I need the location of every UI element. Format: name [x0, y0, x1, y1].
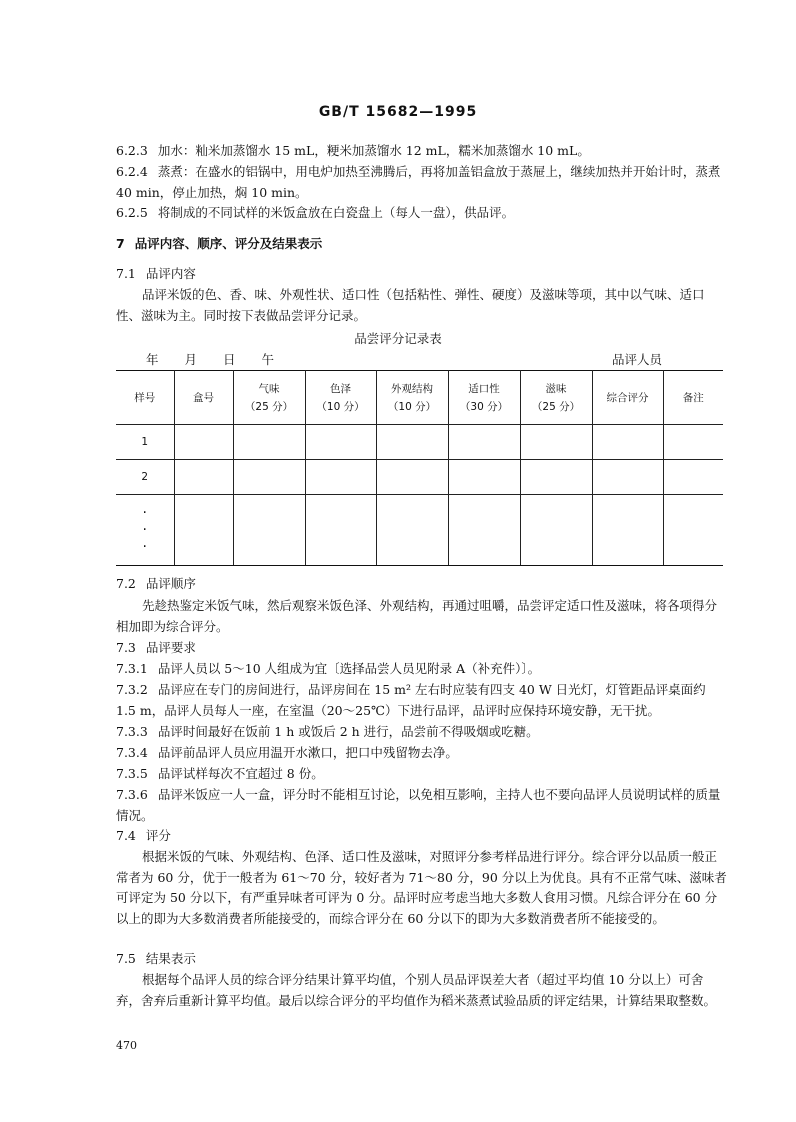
paragraph-7-1: 品评米饭的色、香、味、外观性状、适口性（包括粘性、弹性、硬度）及滋味等项，其中以气味、适口性、滋味为主。同时按下表做品尝评分记录。 [116, 287, 705, 323]
header-cell: 样号 [116, 371, 174, 425]
evaluator-label: 品评人员 [612, 352, 663, 367]
date-noon: 午 [261, 352, 275, 367]
date-day: 日 [223, 352, 236, 367]
clause-text: 品评前品评人员应用温开水漱口，把口中残留物去净。 [157, 745, 458, 760]
clause-number: 7.3 [116, 640, 136, 655]
page-number: 470 [116, 1039, 137, 1052]
date-year: 年 [146, 352, 159, 367]
clause-7-3-3 [116, 722, 728, 743]
clause-number: 7.2 [116, 576, 136, 591]
clause-7-2-heading [116, 574, 728, 595]
section-7-title [116, 234, 728, 255]
sample-number: 1 [116, 425, 174, 460]
clause-7-5-heading [116, 949, 728, 970]
clause-number: 7.3.6 [116, 787, 148, 802]
clause-text: 蒸煮：在盛水的铝锅中，用电炉加热至沸腾后，再将加盖铝盒放于蒸屉上，继续加热并开始计时，蒸煮 40 min，停止加热，焖 10 min。 [116, 164, 721, 200]
clause-text: 品评内容 [145, 266, 196, 281]
clause-7-3-4 [116, 743, 728, 764]
header-cell: 综合评分 [592, 371, 663, 425]
clause-number: 6.2.4 [116, 164, 148, 179]
clause-number: 7.3.3 [116, 724, 148, 739]
clause-text: 加水：籼米加蒸馏水 15 mL，粳米加蒸馏水 12 mL，糯米加蒸馏水 10 mL。 [157, 143, 590, 158]
clause-7-3-6 [116, 785, 728, 826]
paragraph-7-4: 根据米饭的气味、外观结构、色泽、适口性及滋味，对照评分参考样品进行评分。综合评分以品质一般正常者为 60 分，优于一般者为 61～70 分，较好者为 71～80 分，90 分以上为优良。具有不正常气味、滋味者可评定为 50 分以下，有严重异味者可评为 0 分。品评时应考虑当地大多数人食用习惯。凡综合评分在 60 分以上的即为大多数消费者所能接受的，而综合评分在 60 分以下的即为大多数消费者所不能接受的。 [116, 849, 727, 926]
header-cell: 色泽 （10 分） [305, 371, 376, 425]
clause-text: 品评应在专门的房间进行，品评房间在 15 m² 左右时应装有四支 40 W 日光灯，灯管距品评桌面约 1.5 m，品评人员每人一座，在室温（20～25℃）下进行品评，品评时应保持环境安静，无干扰。 [116, 682, 706, 718]
continuation-dots: · · · [116, 495, 174, 566]
date-month: 月 [184, 352, 198, 367]
clause-number: 7.5 [116, 951, 136, 966]
clause-6-2-3 [116, 141, 728, 162]
date-line [146, 350, 296, 368]
clause-number: 6.2.5 [116, 205, 148, 220]
sample-number: 2 [116, 460, 174, 495]
clause-text: 将制成的不同试样的米饭盒放在白瓷盘上（每人一盘），供品评。 [157, 205, 515, 220]
section-text: 品评内容、顺序、评分及结果表示 [134, 236, 323, 251]
tasting-record-table [116, 370, 723, 566]
clause-6-2-5 [116, 203, 728, 224]
clause-text: 结果表示 [145, 951, 196, 966]
clause-text: 品评时间最好在饭前 1 h 或饭后 2 h 进行，品尝前不得吸烟或吃糖。 [157, 724, 539, 739]
clause-number: 7.1 [116, 266, 136, 281]
clause-text: 评分 [145, 828, 171, 843]
header-cell: 备注 [663, 371, 723, 425]
section-number: 7 [116, 236, 125, 251]
table-row-continuation [116, 495, 723, 566]
clause-7-3-5 [116, 764, 728, 785]
header-cell: 气味 （25 分） [233, 371, 305, 425]
clause-number: 7.3.2 [116, 682, 148, 697]
clause-number: 7.3.5 [116, 766, 148, 781]
clause-7-1-heading [116, 264, 728, 285]
paragraph-7-5: 根据每个品评人员的综合评分结果计算平均值，个别人员品评误差大者（超过平均值 10 分以上）可舍弃，舍弃后重新计算平均值。最后以综合评分的平均值作为稻米蒸煮试验品质的评定结果，计算结果取整数。 [116, 972, 717, 1008]
clause-number: 6.2.3 [116, 143, 148, 158]
clause-7-3-2 [116, 680, 728, 721]
clause-number: 7.3.4 [116, 745, 148, 760]
clause-text: 品评人员以 5～10 人组成为宜〔选择品尝人员见附录 A（补充件）〕。 [157, 661, 541, 676]
table-row [116, 460, 723, 495]
clause-text: 品评米饭应一人一盒，评分时不能相互讨论，以免相互影响，主持人也不要向品评人员说明试样的质量情况。 [116, 787, 721, 823]
clause-text: 品评要求 [145, 640, 196, 655]
clause-text: 品评顺序 [145, 576, 196, 591]
header-cell: 外观结构 （10 分） [376, 371, 448, 425]
table-header-row [116, 371, 723, 425]
header-cell: 滋味 （25 分） [520, 371, 592, 425]
clause-number: 7.4 [116, 828, 136, 843]
standard-header: GB/T 15682—1995 [318, 104, 478, 120]
header-cell: 适口性 （30 分） [448, 371, 520, 425]
clause-number: 7.3.1 [116, 661, 148, 676]
paragraph-7-2: 先趁热鉴定米饭气味，然后观察米饭色泽、外观结构，再通过咀嚼，品尝评定适口性及滋味，将各项得分相加即为综合评分。 [116, 598, 718, 634]
clause-7-3-heading [116, 638, 728, 659]
table-title: 品尝评分记录表 [354, 331, 442, 346]
header-cell: 盒号 [174, 371, 233, 425]
clause-7-4-heading [116, 826, 728, 847]
clause-6-2-4 [116, 162, 728, 203]
table-row [116, 425, 723, 460]
clause-text: 品评试样每次不宜超过 8 份。 [157, 766, 324, 781]
clause-7-3-1 [116, 659, 728, 680]
